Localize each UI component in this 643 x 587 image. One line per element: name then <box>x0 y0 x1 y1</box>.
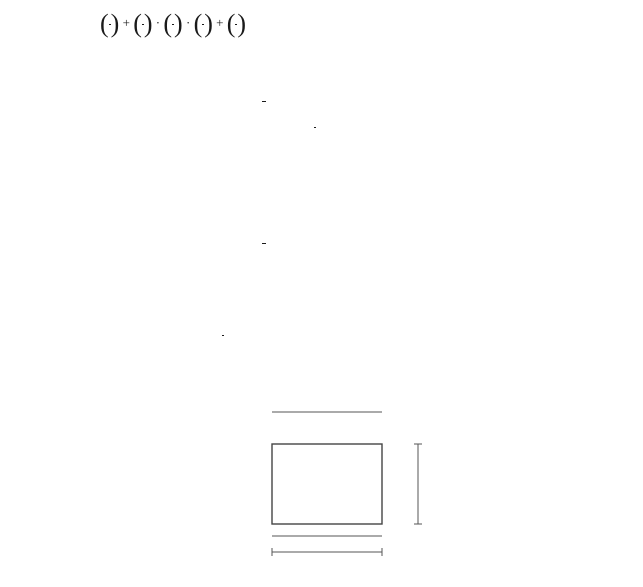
equation-4-18: ( ) + ( ) · ( ) · ( ) + ( ) <box>100 9 247 39</box>
equation-4-21-row3 <box>222 326 224 344</box>
equation-4-21-row3-cond <box>322 330 350 348</box>
equation-4-21-row1-cond <box>322 280 358 298</box>
equation-4-19-line1 <box>262 92 266 110</box>
plate-loading-figure <box>220 380 450 580</box>
equation-4-20 <box>262 234 266 252</box>
equation-4-19-line2 <box>286 118 316 136</box>
